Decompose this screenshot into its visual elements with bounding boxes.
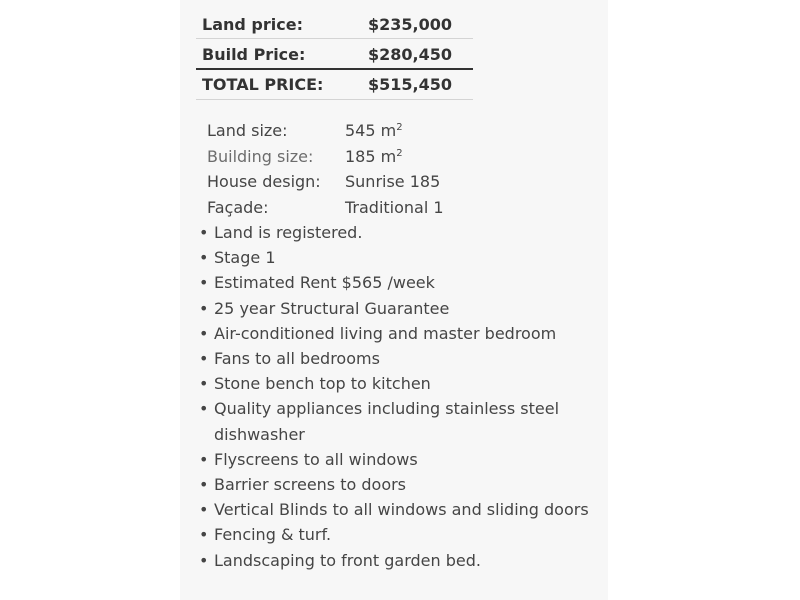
spec-value: 545 $m^2$ <box>345 121 403 140</box>
feature-item <box>196 321 606 346</box>
bullet-icon: • <box>199 323 209 343</box>
bullet-icon: • <box>199 223 209 242</box>
bullet-icon: • <box>199 525 209 545</box>
bullet-icon: • <box>199 349 209 369</box>
bullet-icon: • <box>199 500 209 520</box>
feature-item <box>196 371 606 396</box>
feature-item <box>196 548 606 573</box>
feature-item <box>196 522 606 547</box>
feature-item-cutoff <box>196 573 606 583</box>
feature-item <box>196 245 606 270</box>
feature-item <box>196 220 606 245</box>
feature-item <box>196 396 606 446</box>
bullet-icon: • <box>199 374 209 394</box>
land-price-row <box>196 9 473 38</box>
feature-text: 25 year Structural Guarantee <box>214 298 450 318</box>
bullet-icon: • <box>199 248 209 268</box>
build-price-label: Build Price: <box>202 45 306 64</box>
feature-item <box>196 447 606 472</box>
feature-text: Fencing & turf. <box>214 525 332 545</box>
feature-text: Vertical Blinds to all windows and sliding doors <box>214 500 589 520</box>
feature-text: Landscaping to front garden bed. <box>214 550 481 570</box>
price-table <box>196 9 473 100</box>
spec-label: Building size: <box>207 146 314 166</box>
feature-text: Land is registered. <box>214 223 363 242</box>
total-price-label: TOTAL PRICE: <box>202 75 324 94</box>
spec-value: Traditional 1 <box>345 197 444 217</box>
land-price-label: Land price: <box>202 15 303 34</box>
land-price-value: $235,000 <box>368 15 453 34</box>
feature-text: Estimated Rent $565 /week <box>214 273 435 293</box>
feature-item <box>196 296 606 321</box>
total-price-row <box>196 70 473 99</box>
feature-item <box>196 346 606 371</box>
feature-item <box>196 472 606 497</box>
spec-label: Façade: <box>207 197 269 217</box>
bullet-icon: • <box>199 550 209 570</box>
spec-label: House design: <box>207 172 321 191</box>
feature-list <box>196 220 606 583</box>
feature-text: Fans to all bedrooms <box>214 349 380 369</box>
spec-label: Land size: <box>207 121 288 140</box>
feature-text: Stage 1 <box>214 248 276 268</box>
price-divider <box>196 99 473 100</box>
feature-item <box>196 270 606 295</box>
spec-value: 185 $m^2$ <box>345 146 403 166</box>
feature-text: Stone bench top to kitchen <box>214 374 431 394</box>
spec-value: Sunrise 185 <box>345 172 441 191</box>
bullet-icon: • <box>199 273 209 293</box>
feature-text: Flyscreens to all windows <box>214 449 418 469</box>
feature-text: Air-conditioned living and master bedroom <box>214 323 557 343</box>
feature-text: Quality appliances including stainless steel dishwasher <box>214 399 560 444</box>
feature-item <box>196 497 606 522</box>
bullet-icon: • <box>199 475 209 495</box>
bullet-icon: • <box>199 298 209 318</box>
bullet-icon: • <box>199 399 209 419</box>
bullet-icon: • <box>199 449 209 469</box>
build-price-row <box>196 39 473 68</box>
feature-text: Barrier screens to doors <box>214 475 407 495</box>
total-price-value: $515,450 <box>368 75 453 94</box>
build-price-value: $280,450 <box>368 45 453 64</box>
